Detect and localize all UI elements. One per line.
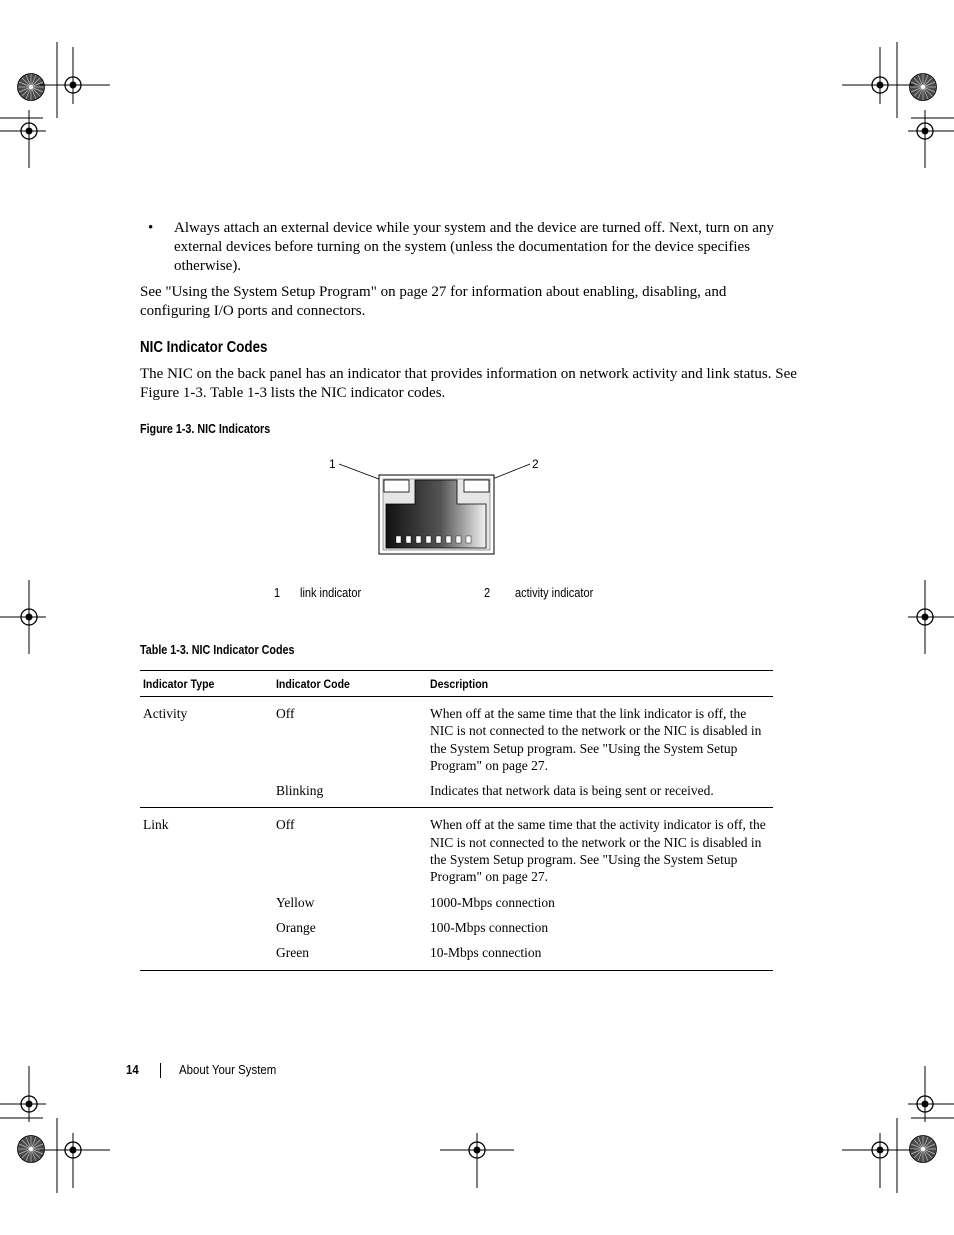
activity-indicator-led <box>464 480 489 492</box>
bullet-text: Always attach an external device while your system and the device are turned off. Next, turn on any external devices before turning on the system (unless the documentation for the device specifies otherwise). <box>174 220 774 274</box>
page-number: 14 <box>126 1062 139 1077</box>
table-row <box>140 808 773 894</box>
section-heading: NIC Indicator Codes <box>140 339 268 356</box>
cell-description: When off at the same time that the activity indicator is off, the NIC is not connected to the network or the NIC is disabled in the System Setup program. See "Using the System Setup Program" on page 27. <box>430 817 766 885</box>
cell-code: Yellow <box>276 894 315 910</box>
callout-2-number: 2 <box>484 586 491 600</box>
header-indicator-code: Indicator Code <box>273 671 427 697</box>
cell-type <box>140 919 273 944</box>
footer-divider <box>160 1063 161 1078</box>
cell-description: Indicates that network data is being sent or received. <box>427 782 773 808</box>
crop-mark-bottom-center <box>440 1133 514 1188</box>
callout-2-label: activity indicator <box>515 586 594 600</box>
table-row <box>140 782 773 808</box>
link-indicator-led <box>384 480 409 492</box>
callout-1-label: link indicator <box>300 586 362 600</box>
cell-code: Off <box>276 817 295 833</box>
crop-mark-middle-left <box>0 580 46 654</box>
table-row <box>140 919 773 944</box>
nic-connector-figure <box>320 452 550 562</box>
bullet-marker: • <box>148 220 154 236</box>
cell-type <box>140 894 273 919</box>
cell-code: Orange <box>276 919 316 935</box>
cell-type <box>140 944 273 970</box>
crop-mark-bottom-right <box>842 1066 954 1193</box>
table-row <box>140 944 773 970</box>
table-header-row <box>140 671 773 697</box>
callout-number-1: 1 <box>329 457 336 471</box>
cell-type: Link <box>143 817 169 833</box>
cell-description: 10-Mbps connection <box>427 944 773 970</box>
section-intro-paragraph: The NIC on the back panel has an indicator that provides information on network activity and link status. See Figure 1-3. Table 1-3 lists the NIC indicator codes. <box>140 366 797 401</box>
crop-mark-middle-right <box>908 580 954 654</box>
cell-type <box>140 782 273 808</box>
setup-reference-paragraph: See "Using the System Setup Program" on page 27 for information about enabling, disabling, and configuring I/O ports and connectors. <box>140 284 727 319</box>
figure-caption: Figure 1-3. NIC Indicators <box>140 422 271 436</box>
table-caption: Table 1-3. NIC Indicator Codes <box>140 643 295 657</box>
crop-mark-top-right <box>842 42 954 168</box>
header-indicator-type: Indicator Type <box>140 671 273 697</box>
cell-code: Green <box>273 944 427 970</box>
callout-number-2: 2 <box>532 457 539 471</box>
crop-mark-bottom-left <box>0 1066 110 1193</box>
crop-mark-top-left <box>0 42 110 168</box>
table-row <box>140 697 773 783</box>
cell-code: Blinking <box>273 782 427 808</box>
cell-description: 100-Mbps connection <box>430 919 549 935</box>
header-description: Description <box>427 671 773 697</box>
cell-description: When off at the same time that the link indicator is off, the NIC is not connected to the network or the NIC is disabled in the System Setup program. See "Using the System Setup Program" on page 27. <box>430 706 762 773</box>
callout-1-number: 1 <box>274 586 281 600</box>
cell-code: Off <box>276 706 295 721</box>
cell-description: 1000-Mbps connection <box>430 894 555 910</box>
table-row <box>140 894 773 919</box>
cell-type: Activity <box>143 706 188 721</box>
footer-section-title: About Your System <box>179 1062 277 1077</box>
nic-indicator-codes-table <box>140 670 773 971</box>
